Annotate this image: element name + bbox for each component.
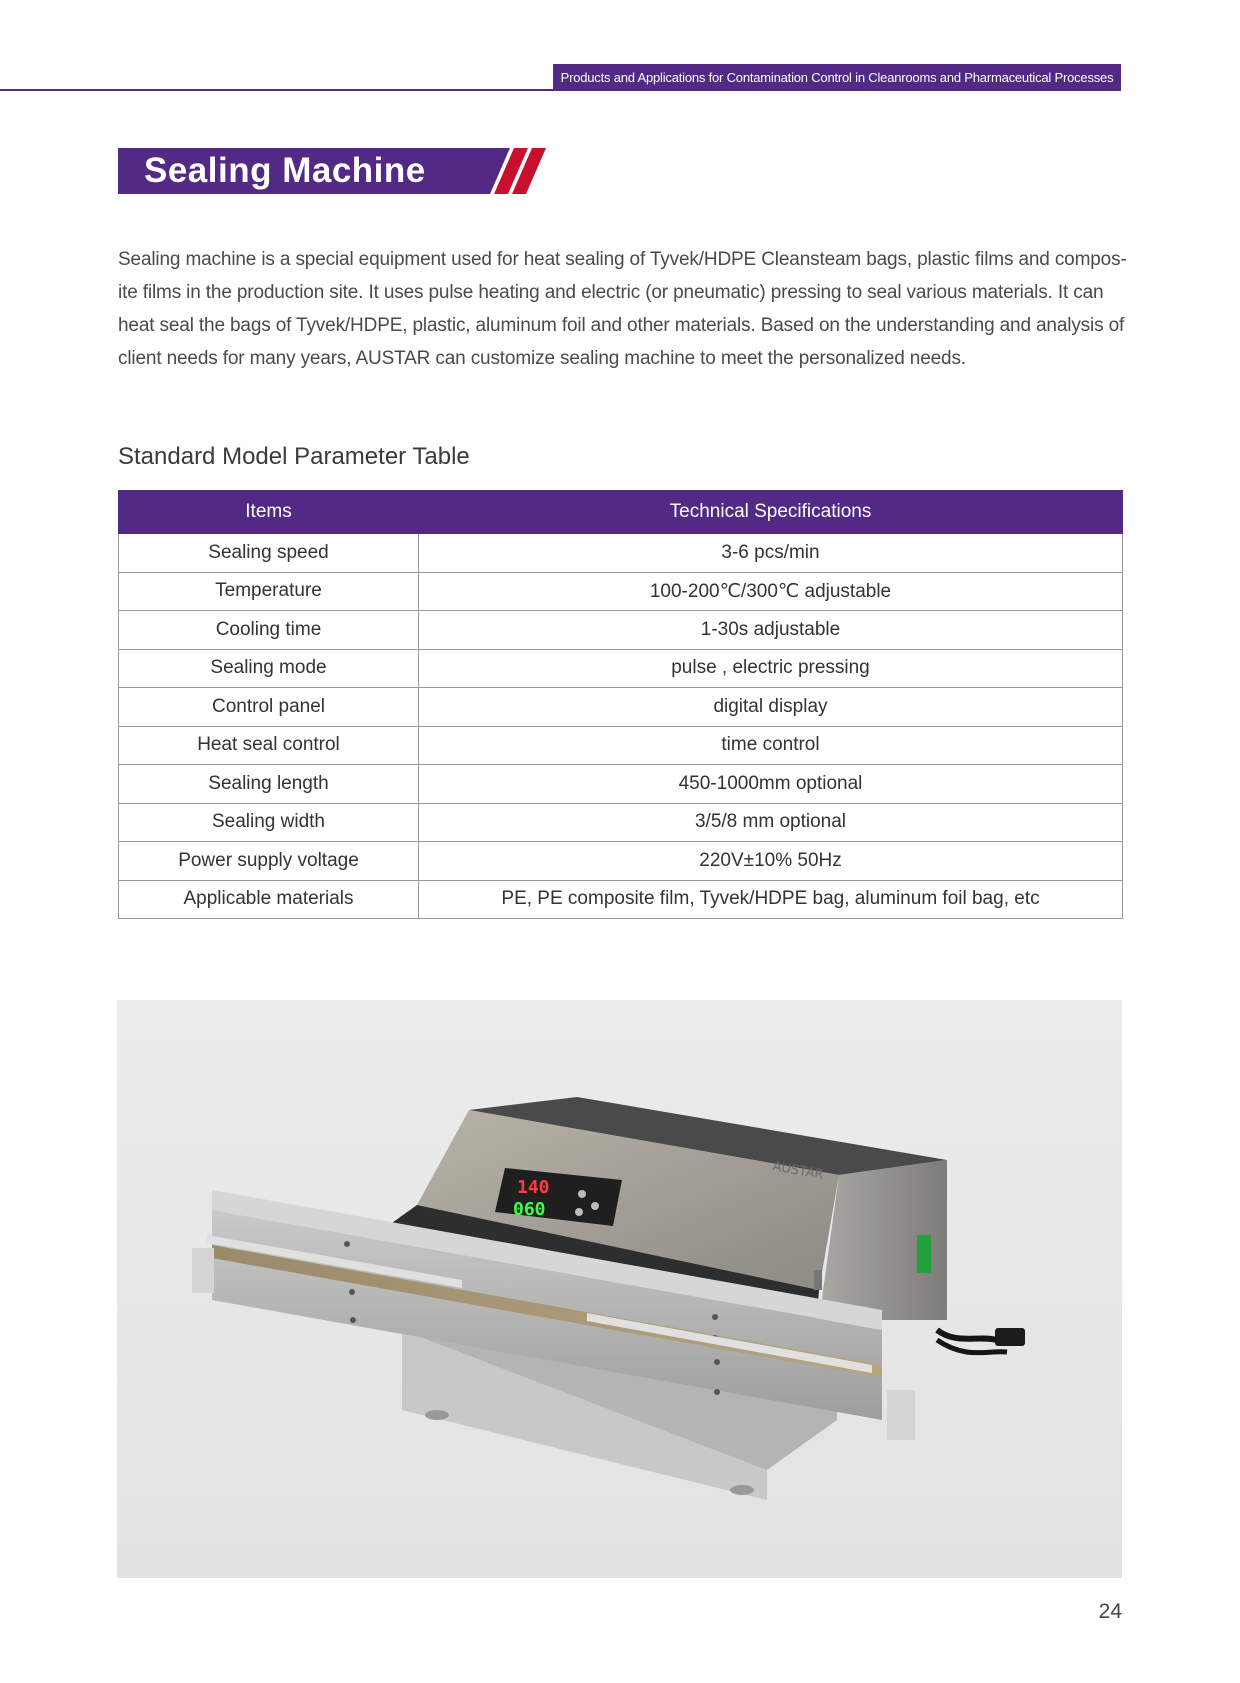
section-title: Sealing Machine [144, 151, 426, 190]
table-row [119, 534, 1123, 573]
spec-cell: 3-6 pcs/min [419, 534, 1123, 573]
display-bottom: 060 [513, 1199, 546, 1220]
intro-line: Sealing machine is a special equipment used for heat sealing of Tyvek/HDPE Cleansteam bags, plastic films and compos- [118, 249, 1127, 270]
item-cell: Sealing width [119, 803, 419, 842]
item-cell: Applicable materials [119, 880, 419, 919]
intro-line: ite films in the production site. It uses pulse heating and electric (or pneumatic) pressing to seal various materials. It can [118, 282, 1104, 303]
machine-logo: AUSTAR [771, 1159, 825, 1183]
header-items: Items [119, 491, 419, 534]
parameter-table [118, 490, 1123, 919]
header-banner: Products and Applications for Contamination Control in Cleanrooms and Pharmaceutical Processes [553, 64, 1121, 91]
table-row [119, 765, 1123, 804]
spec-cell: 450-1000mm optional [419, 765, 1123, 804]
header-specifications: Technical Specifications [419, 491, 1123, 534]
item-cell: Heat seal control [119, 726, 419, 765]
intro-line: client needs for many years, AUSTAR can customize sealing machine to meet the personalized needs. [118, 348, 966, 369]
display-top: 140 [517, 1177, 550, 1198]
intro-line: heat seal the bags of Tyvek/HDPE, plastic, aluminum foil and other materials. Based on the understanding and analysis of [118, 315, 1125, 336]
table-title: Standard Model Parameter Table [118, 443, 470, 470]
item-cell: Control panel [119, 688, 419, 727]
spec-cell: 220V±10% 50Hz [419, 842, 1123, 881]
table-row [119, 726, 1123, 765]
spec-cell: 100-200℃/300℃ adjustable [419, 572, 1123, 611]
table-row [119, 611, 1123, 650]
table-row [119, 688, 1123, 727]
table-row [119, 803, 1123, 842]
table-row [119, 880, 1123, 919]
item-cell: Sealing length [119, 765, 419, 804]
spec-cell: digital display [419, 688, 1123, 727]
table-row [119, 572, 1123, 611]
spec-cell: time control [419, 726, 1123, 765]
item-cell: Sealing speed [119, 534, 419, 573]
table-row [119, 649, 1123, 688]
spec-cell: 1-30s adjustable [419, 611, 1123, 650]
spec-cell: PE, PE composite film, Tyvek/HDPE bag, aluminum foil bag, etc [419, 880, 1123, 919]
item-cell: Temperature [119, 572, 419, 611]
table-row [119, 842, 1123, 881]
item-cell: Sealing mode [119, 649, 419, 688]
table-header-row [119, 491, 1123, 534]
intro-paragraph [118, 243, 1127, 375]
sealing-machine-photo [117, 1000, 1122, 1578]
item-cell: Power supply voltage [119, 842, 419, 881]
spec-cell: 3/5/8 mm optional [419, 803, 1123, 842]
spec-cell: pulse , electric pressing [419, 649, 1123, 688]
item-cell: Cooling time [119, 611, 419, 650]
page-number: 24 [1098, 1600, 1122, 1623]
title-stripes-decoration [470, 148, 556, 194]
